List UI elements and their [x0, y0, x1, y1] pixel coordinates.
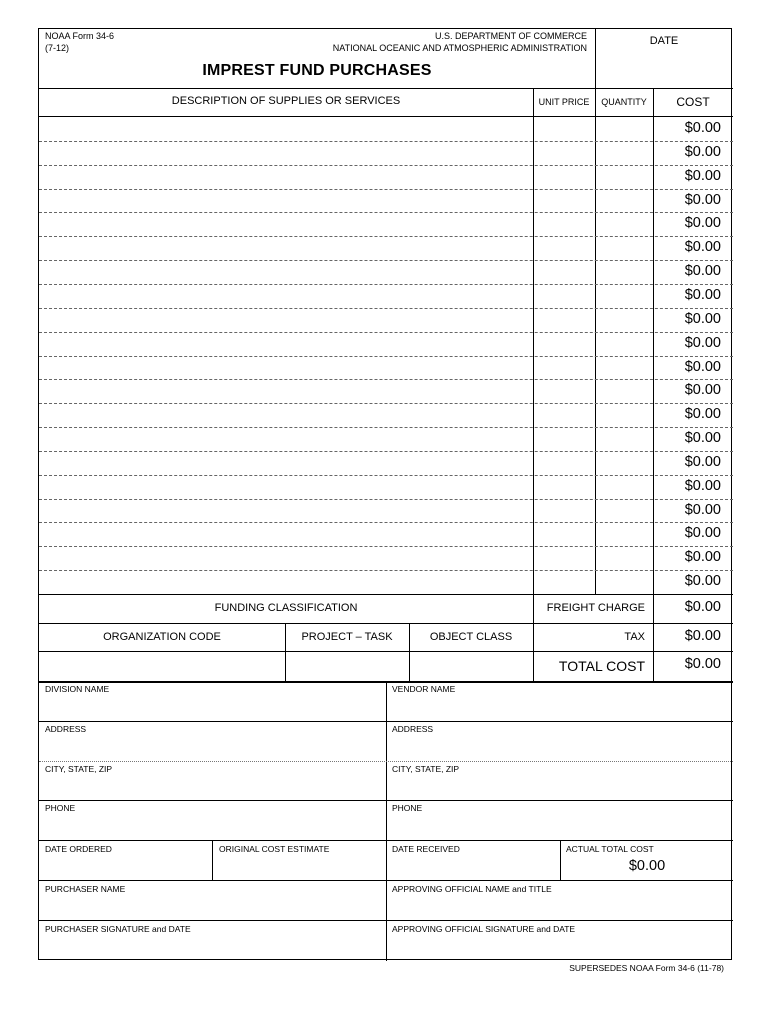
quantity-field[interactable]	[596, 475, 652, 499]
quantity-field[interactable]	[596, 236, 652, 260]
item-row	[39, 522, 733, 546]
tax-label: TAX	[624, 631, 645, 643]
unit-price-field[interactable]	[534, 212, 594, 236]
quantity-field[interactable]	[596, 570, 652, 594]
division-address-field[interactable]	[39, 736, 385, 760]
division-name-label: DIVISION NAME	[45, 684, 110, 694]
description-field[interactable]	[39, 546, 532, 570]
quantity-field[interactable]	[596, 212, 652, 236]
description-field[interactable]	[39, 451, 532, 475]
description-field[interactable]	[39, 499, 532, 523]
vendor-city-field[interactable]	[387, 776, 733, 800]
item-row	[39, 165, 733, 189]
description-field[interactable]	[39, 189, 532, 213]
item-row	[39, 403, 733, 427]
cost-value: $0.00	[684, 263, 721, 280]
unit-price-field[interactable]	[534, 546, 594, 570]
original-cost-estimate-label: ORIGINAL COST ESTIMATE	[219, 844, 330, 854]
approving-official-signature-label: APPROVING OFFICIAL SIGNATURE and DATE	[392, 924, 576, 934]
item-row	[39, 284, 733, 308]
unit-price-field[interactable]	[534, 189, 594, 213]
date-ordered-field[interactable]	[39, 855, 211, 879]
unit-price-field[interactable]	[534, 499, 594, 523]
item-row	[39, 546, 733, 570]
organization-code-field[interactable]	[39, 652, 285, 681]
unit-price-field[interactable]	[534, 284, 594, 308]
cost-value: $0.00	[684, 406, 721, 423]
imprest-fund-form	[38, 28, 732, 960]
quantity-field[interactable]	[596, 141, 652, 165]
item-row	[39, 379, 733, 403]
department-name: U.S. DEPARTMENT OF COMMERCE	[434, 31, 587, 41]
unit-price-field[interactable]	[534, 570, 594, 594]
freight-charge-value[interactable]: $0.00	[684, 599, 721, 615]
city-state-zip-right-label: CITY, STATE, ZIP	[392, 764, 460, 774]
unit-price-field[interactable]	[534, 332, 594, 356]
unit-price-field[interactable]	[534, 403, 594, 427]
funding-classification-label: FUNDING CLASSIFICATION	[214, 602, 358, 614]
description-field[interactable]	[39, 141, 532, 165]
quantity-field[interactable]	[596, 284, 652, 308]
date-field[interactable]	[596, 49, 732, 87]
cost-value: $0.00	[684, 286, 721, 303]
unit-price-field[interactable]	[534, 308, 594, 332]
item-row	[39, 141, 733, 165]
item-row	[39, 475, 733, 499]
division-phone-field[interactable]	[39, 815, 385, 839]
vendor-address-field[interactable]	[387, 736, 733, 760]
col-quantity-header: QUANTITY	[601, 97, 647, 107]
cost-value: $0.00	[684, 120, 721, 136]
vendor-name-label: VENDOR NAME	[392, 684, 456, 694]
form-number: NOAA Form 34-6	[45, 31, 115, 41]
division-city-field[interactable]	[39, 776, 385, 800]
item-row	[39, 570, 733, 594]
description-field[interactable]	[39, 117, 532, 141]
description-field[interactable]	[39, 379, 532, 403]
purchaser-signature-label: PURCHASER SIGNATURE and DATE	[45, 924, 191, 934]
actual-total-cost-value: $0.00	[628, 858, 666, 874]
cost-value: $0.00	[684, 239, 721, 256]
address-left-label: ADDRESS	[45, 724, 87, 734]
date-ordered-label: DATE ORDERED	[45, 844, 112, 854]
item-row	[39, 189, 733, 213]
description-field[interactable]	[39, 403, 532, 427]
division-name-field[interactable]	[39, 696, 385, 720]
col-description-header: DESCRIPTION OF SUPPLIES OR SERVICES	[171, 95, 401, 107]
cost-value: $0.00	[684, 573, 721, 590]
total-cost-value: $0.00	[684, 656, 721, 672]
organization-code-label: ORGANIZATION CODE	[103, 631, 221, 643]
phone-right-label: PHONE	[392, 803, 423, 813]
approving-official-name-label: APPROVING OFFICIAL NAME and TITLE	[392, 884, 552, 894]
quantity-field[interactable]	[596, 451, 652, 475]
item-row	[39, 332, 733, 356]
cost-value: $0.00	[684, 525, 721, 542]
phone-left-label: PHONE	[45, 803, 76, 813]
total-cost-label: TOTAL COST	[558, 658, 645, 674]
tax-value[interactable]: $0.00	[684, 628, 721, 644]
form-title: IMPREST FUND PURCHASES	[202, 62, 432, 79]
unit-price-field[interactable]	[534, 236, 594, 260]
description-field[interactable]	[39, 475, 532, 499]
description-field[interactable]	[39, 284, 532, 308]
unit-price-field[interactable]	[534, 451, 594, 475]
cost-value: $0.00	[684, 191, 721, 208]
purchaser-name-label: PURCHASER NAME	[45, 884, 126, 894]
unit-price-field[interactable]	[534, 356, 594, 380]
approving-official-signature-field[interactable]	[387, 935, 733, 959]
description-field[interactable]	[39, 332, 532, 356]
cost-value: $0.00	[684, 501, 721, 518]
description-field[interactable]	[39, 260, 532, 284]
city-state-zip-left-label: CITY, STATE, ZIP	[45, 764, 113, 774]
description-field[interactable]	[39, 427, 532, 451]
unit-price-field[interactable]	[534, 141, 594, 165]
description-field[interactable]	[39, 356, 532, 380]
cost-value: $0.00	[684, 453, 721, 470]
project-task-label: PROJECT – TASK	[301, 631, 393, 643]
quantity-field[interactable]	[596, 427, 652, 451]
cost-value: $0.00	[684, 430, 721, 447]
cost-value: $0.00	[684, 549, 721, 566]
cost-value: $0.00	[684, 310, 721, 327]
supersedes-note: SUPERSEDES NOAA Form 34-6 (11-78)	[569, 963, 724, 973]
item-row	[39, 212, 733, 236]
freight-charge-label: FREIGHT CHARGE	[546, 602, 645, 614]
vendor-name-field[interactable]	[387, 696, 733, 720]
object-class-field[interactable]	[410, 652, 533, 681]
cost-value: $0.00	[684, 358, 721, 375]
date-received-label: DATE RECEIVED	[392, 844, 460, 854]
item-row	[39, 356, 733, 380]
item-row	[39, 427, 733, 451]
description-field[interactable]	[39, 308, 532, 332]
item-row	[39, 260, 733, 284]
quantity-field[interactable]	[596, 379, 652, 403]
quantity-field[interactable]	[596, 260, 652, 284]
unit-price-field[interactable]	[534, 117, 594, 141]
unit-price-field[interactable]	[534, 522, 594, 546]
vendor-phone-field[interactable]	[387, 815, 733, 839]
quantity-field[interactable]	[596, 117, 652, 141]
unit-price-field[interactable]	[534, 260, 594, 284]
item-row	[39, 308, 733, 332]
unit-price-field[interactable]	[534, 427, 594, 451]
quantity-field[interactable]	[596, 332, 652, 356]
quantity-field[interactable]	[596, 403, 652, 427]
cost-value: $0.00	[684, 215, 721, 232]
unit-price-field[interactable]	[534, 379, 594, 403]
cost-value: $0.00	[684, 143, 721, 160]
date-label: DATE	[649, 35, 679, 47]
quantity-field[interactable]	[596, 308, 652, 332]
col-unit-price-header: UNIT PRICE	[538, 97, 590, 107]
unit-price-field[interactable]	[534, 475, 594, 499]
original-cost-estimate-field[interactable]	[213, 855, 385, 879]
quantity-field[interactable]	[596, 356, 652, 380]
description-field[interactable]	[39, 165, 532, 189]
quantity-field[interactable]	[596, 546, 652, 570]
object-class-label: OBJECT CLASS	[429, 631, 513, 643]
quantity-field[interactable]	[596, 189, 652, 213]
cost-value: $0.00	[684, 334, 721, 351]
quantity-field[interactable]	[596, 522, 652, 546]
cost-value: $0.00	[684, 167, 721, 184]
approving-official-name-field[interactable]	[387, 895, 733, 919]
description-field[interactable]	[39, 522, 532, 546]
project-task-field[interactable]	[286, 652, 409, 681]
agency-name: NATIONAL OCEANIC AND ATMOSPHERIC ADMINISTRATION	[332, 43, 587, 53]
unit-price-field[interactable]	[534, 165, 594, 189]
cost-value: $0.00	[684, 477, 721, 494]
col-cost-header: COST	[676, 95, 710, 109]
quantity-field[interactable]	[596, 499, 652, 523]
form-revision-date: (7-12)	[45, 43, 70, 53]
description-field[interactable]	[39, 212, 532, 236]
date-received-field[interactable]	[387, 855, 559, 879]
address-right-label: ADDRESS	[392, 724, 434, 734]
item-row	[39, 117, 733, 141]
cost-value: $0.00	[684, 382, 721, 399]
description-field[interactable]	[39, 570, 532, 594]
description-field[interactable]	[39, 236, 532, 260]
purchaser-signature-field[interactable]	[39, 935, 385, 959]
quantity-field[interactable]	[596, 165, 652, 189]
purchaser-name-field[interactable]	[39, 895, 385, 919]
item-row	[39, 236, 733, 260]
item-row	[39, 499, 733, 523]
item-row	[39, 451, 733, 475]
actual-total-cost-label: ACTUAL TOTAL COST	[566, 844, 654, 854]
